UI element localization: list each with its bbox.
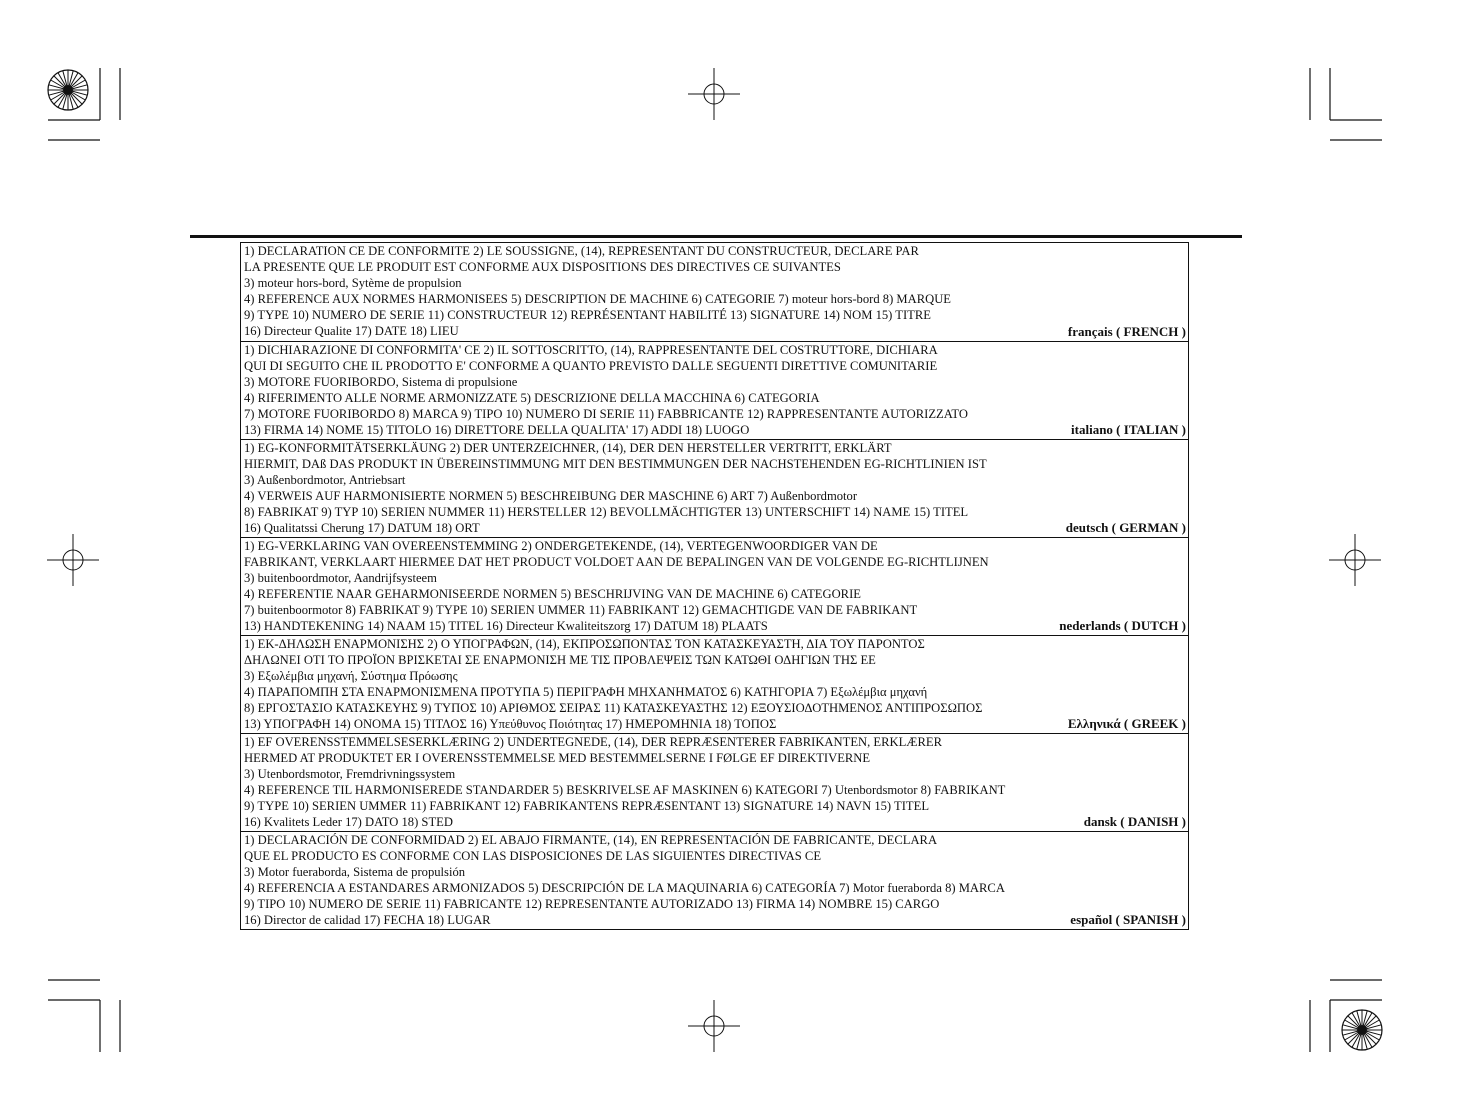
- declaration-line: 8) ΕΡΓΟΣΤΑΣΙΟ ΚΑΤΑΣΚΕΥΗΣ 9) ΤΥΠΟΣ 10) ΑΡΙΘΜΟΣ ΣΕΙΡΑΣ 11) ΚΑΤΑΣΚΕΥΑΣΤΗΣ 12) ΕΞΟΥΣΙΟΔΟΤΗΜΕΝΟΣ ΑΝΤΙΠΡΟΣΩΠΟΣ: [244, 701, 983, 715]
- declaration-line: HERMED AT PRODUKTET ER I OVERENSSTEMMELSE MED BESTEMMELSERNE I FØLGE EF DIREKTIVERNE: [244, 751, 871, 765]
- declaration-line: 1) ΕΚ-ΔΗΛΩΣΗ ΕΝΑΡΜΟΝΙΣΗΣ 2) Ο ΥΠΟΓΡΑΦΩΝ, (14), ΕΚΠΡΟΣΩΠΟΝΤΑΣ ΤΟΝ ΚΑΤΑΣΚΕΥΑΣΤΗ, ΔΙΑ ΤΟΥ ΠΑΡΟΝΤΟΣ: [244, 637, 925, 651]
- declaration-line: FABRIKANT, VERKLAART HIERMEE DAT HET PRODUCT VOLDOET AAN DE BEPALINGEN VAN DE VOLGENDE EG-RICHTLIJNEN: [244, 555, 989, 569]
- declaration-line: QUE EL PRODUCTO ES CONFORME CON LAS DISPOSICIONES DE LAS SIGUIENTES DIRECTIVAS CE: [244, 849, 822, 863]
- declaration-line: 13) HANDTEKENING 14) NAAM 15) TITEL 16) Directeur Kwaliteitszorg 17) DATUM 18) PLAATS: [244, 619, 768, 633]
- declaration-line: 7) buitenboormotor 8) FABRIKAT 9) TYPE 10) SERIEN UMMER 11) FABRIKANT 12) GEMACHTIGDE VAN DE FABRIKANT: [244, 603, 918, 617]
- section-spanish: [241, 831, 1188, 929]
- section-german: [241, 439, 1188, 537]
- star-target-top-left: [48, 70, 88, 110]
- declaration-line: 9) TIPO 10) NUMERO DE SERIE 11) FABRICANTE 12) REPRESENTANTE AUTORIZADO 13) FIRMA 14) NOMBRE 15) CARGO: [244, 897, 940, 911]
- section-dutch: [241, 537, 1188, 635]
- declaration-line: 1) DICHIARAZIONE DI CONFORMITA' CE 2) IL SOTTOSCRITTO, (14), RAPPRESENTANTE DEL COSTRUTTORE, DICHIARA: [244, 343, 938, 357]
- declaration-line: 1) DECLARACIÓN DE CONFORMIDAD 2) EL ABAJO FIRMANTE, (14), EN REPRESENTACIÓN DE FABRICANTE, DECLARA: [244, 833, 938, 847]
- declaration-line: 3) Motor fueraborda, Sistema de propulsión: [244, 865, 466, 879]
- declaration-line: 1) EG-KONFORMITÄTSERKLÄUNG 2) DER UNTERZEICHNER, (14), DER DEN HERSTELLER VERTRITT, ERKLÄRT: [244, 441, 892, 455]
- language-tag: français ( FRENCH ): [1067, 324, 1186, 339]
- language-tag: Ελληνικά ( GREEK ): [1067, 716, 1186, 731]
- header-rule: [190, 235, 1242, 238]
- declaration-line: 3) MOTORE FUORIBORDO, Sistema di propulsione: [244, 375, 518, 389]
- declaration-line: 8) FABRIKAT 9) TYP 10) SERIEN NUMMER 11) HERSTELLER 12) BEVOLLMÄCHTIGTER 13) UNTERSCHIFT 14) NAME 15) TITEL: [244, 505, 969, 519]
- declaration-line: 3) Εξωλέμβια μηχανή, Σύστημα Πρόωσης: [244, 669, 458, 683]
- section-italian: [241, 341, 1188, 439]
- declaration-line: 3) Außenbordmotor, Antriebsart: [244, 473, 406, 487]
- language-tag: italiano ( ITALIAN ): [1071, 422, 1186, 437]
- declaration-line: 4) VERWEIS AUF HARMONISIERTE NORMEN 5) BESCHREIBUNG DER MASCHINE 6) ART 7) Außenbordmotor: [244, 489, 858, 503]
- declaration-line: 4) REFERENCE TIL HARMONISEREDE STANDARDER 5) BESKRIVELSE AF MASKINEN 6) KATEGORI 7) Utenbordsmotor 8) FABRIKANT: [244, 783, 1006, 797]
- declaration-line: 16) Kvalitets Leder 17) DATO 18) STED: [244, 815, 453, 829]
- language-tag: dansk ( DANISH ): [1083, 814, 1186, 829]
- declaration-line: 1) EG-VERKLARING VAN OVEREENSTEMMING 2) ONDERGETEKENDE, (14), VERTEGENWOORDIGER VAN DE: [244, 539, 878, 553]
- declaration-line: LA PRESENTE QUE LE PRODUIT EST CONFORME AUX DISPOSITIONS DES DIRECTIVES CE SUIVANTES: [244, 260, 841, 274]
- registration-mark-left: [47, 534, 99, 586]
- declaration-line: 16) Director de calidad 17) FECHA 18) LUGAR: [244, 913, 491, 927]
- declaration-line: HIERMIT, DAß DAS PRODUKT IN ÜBEREINSTIMMUNG MIT DEN BESTIMMUNGEN DER NACHSTEHENDEN EG-RICHTLINIEN IST: [244, 457, 987, 471]
- declaration-line: 13) ΥΠΟΓΡΑΦΗ 14) ΟΝΟΜΑ 15) ΤΙΤΛΟΣ 16) Υπεύθυνος Ποιότητας 17) ΗΜΕΡΟΜΗΝΙΑ 18) ΤΟΠΟΣ: [244, 717, 777, 731]
- registration-mark-bottom: [688, 1000, 740, 1052]
- declaration-line: 4) REFERENTIE NAAR GEHARMONISEERDE NORMEN 5) BESCHRIJVING VAN DE MACHINE 6) CATEGORIE: [244, 587, 861, 601]
- declaration-line: 4) RIFERIMENTO ALLE NORME ARMONIZZATE 5) DESCRIZIONE DELLA MACCHINA 6) CATEGORIA: [244, 391, 820, 405]
- declaration-line: 3) moteur hors-bord, Sytème de propulsion: [244, 276, 462, 290]
- declaration-table: [240, 242, 1189, 930]
- declaration-line: 1) DECLARATION CE DE CONFORMITE 2) LE SOUSSIGNE, (14), REPRESENTANT DU CONSTRUCTEUR, DECLARE PAR: [244, 244, 919, 258]
- declaration-line: 4) ΠΑΡΑΠΟΜΠΗ ΣΤΑ ΕΝΑΡΜΟΝΙΣΜΕΝΑ ΠΡΟΤΥΠΑ 5) ΠΕΡΙΓΡΑΦΗ ΜΗΧΑΝΗΜΑΤΟΣ 6) ΚΑΤΗΓΟΡΙΑ 7) Εξωλέμβια μηχανή: [244, 685, 928, 699]
- declaration-line: 13) FIRMA 14) NOME 15) TITOLO 16) DIRETTORE DELLA QUALITA' 17) ADDI 18) LUOGO: [244, 423, 750, 437]
- section-greek: [241, 635, 1188, 733]
- declaration-line: 3) buitenboordmotor, Aandrijfsysteem: [244, 571, 437, 585]
- declaration-line: 16) Qualitatssi Cherung 17) DATUM 18) ORT: [244, 521, 480, 535]
- language-tag: deutsch ( GERMAN ): [1065, 520, 1186, 535]
- registration-mark-top: [688, 68, 740, 120]
- star-target-bottom-right: [1342, 1010, 1382, 1050]
- language-tag: nederlands ( DUTCH ): [1059, 618, 1186, 633]
- declaration-line: 1) EF OVERENSSTEMMELSESERKLÆRING 2) UNDERTEGNEDE, (14), DER REPRÆSENTERER FABRIKANTEN, ERKLÆRER: [244, 735, 942, 749]
- declaration-line: 7) MOTORE FUORIBORDO 8) MARCA 9) TIPO 10) NUMERO DI SERIE 11) FABBRICANTE 12) RAPPRESENTANTE AUTORIZZATO: [244, 407, 968, 421]
- section-danish: [241, 733, 1188, 831]
- declaration-line: ΔΗΛΩΝΕΙ ΟΤΙ ΤΟ ΠΡΟΪΟΝ ΒΡΙΣΚΕΤΑΙ ΣΕ ΕΝΑΡΜΟΝΙΣΗ ΜΕ ΤΙΣ ΠΡΟΒΛΕΨΕΙΣ ΤΩΝ ΚΑΤΩΘΙ ΟΔΗΓΙΩΝ ΤΗΣ ΕΕ: [244, 653, 876, 667]
- declaration-line: 4) REFERENCE AUX NORMES HARMONISEES 5) DESCRIPTION DE MACHINE 6) CATEGORIE 7) moteur hors-bord 8) MARQUE: [244, 292, 951, 306]
- declaration-line: 4) REFERENCIA A ESTANDARES ARMONIZADOS 5) DESCRIPCIÓN DE LA MAQUINARIA 6) CATEGORÍA 7) Motor fueraborda 8) MARCA: [244, 881, 1005, 895]
- declaration-line: QUI DI SEGUITO CHE IL PRODOTTO E' CONFORME A QUANTO PREVISTO DALLE SEGUENTI DIRETTIVE COMUNITARIE: [244, 359, 938, 373]
- declaration-line: 16) Directeur Qualite 17) DATE 18) LIEU: [244, 324, 459, 338]
- declaration-line: 9) TYPE 10) NUMERO DE SERIE 11) CONSTRUCTEUR 12) REPRÉSENTANT HABILITÉ 13) SIGNATURE 14) NOM 15) TITRE: [244, 308, 931, 322]
- registration-mark-right: [1329, 534, 1381, 586]
- language-tag: español ( SPANISH ): [1070, 912, 1186, 927]
- declaration-line: 3) Utenbordsmotor, Fremdrivningssystem: [244, 767, 456, 781]
- section-french: [241, 243, 1188, 341]
- declaration-line: 9) TYPE 10) SERIEN UMMER 11) FABRIKANT 12) FABRIKANTENS REPRÆSENTANT 13) SIGNATURE 14) NAVN 15) TITEL: [244, 799, 930, 813]
